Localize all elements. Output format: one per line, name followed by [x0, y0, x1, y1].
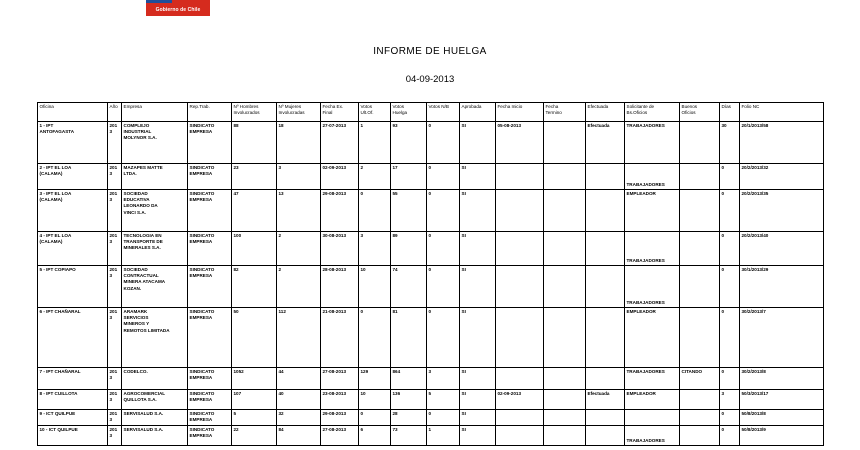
- column-header: Nº Hombres Involucrados: [232, 103, 277, 122]
- table-cell: 6: [359, 426, 391, 446]
- column-header: Fecha Inicio: [496, 103, 544, 122]
- table-cell: 0: [427, 308, 460, 368]
- table-cell: 27-08-2013: [321, 368, 359, 390]
- table-cell: [496, 266, 544, 308]
- column-header: Días: [720, 103, 740, 122]
- table-cell: SERVISALUD S.A.: [122, 426, 188, 446]
- table-cell: 0: [427, 164, 460, 190]
- table-cell: EMPLEADOR: [625, 190, 680, 232]
- table-cell: [586, 426, 625, 446]
- table-cell: 129: [359, 368, 391, 390]
- table-cell: SI: [460, 266, 496, 308]
- table-cell: 0: [427, 232, 460, 266]
- table-cell: [680, 410, 720, 426]
- table-cell: 50/3/2013/17: [740, 390, 824, 410]
- table-cell: 20/2/2013/32: [740, 164, 824, 190]
- table-cell: [680, 390, 720, 410]
- table-cell: [544, 190, 586, 232]
- table-row: [38, 164, 824, 190]
- table-cell: SINDICATO EMPRESA: [188, 390, 232, 410]
- table-cell: 23-08-2013: [321, 390, 359, 410]
- table-cell: [496, 410, 544, 426]
- table-row: [38, 308, 824, 368]
- table-cell: 30/2/2013/8: [740, 368, 824, 390]
- table-cell: 2013: [108, 390, 122, 410]
- table-cell: [680, 232, 720, 266]
- table-cell: SINDICATO EMPRESA: [188, 308, 232, 368]
- table-row: [38, 122, 824, 164]
- column-header: Empresa: [122, 103, 188, 122]
- table-cell: [544, 122, 586, 164]
- table-cell: 18: [277, 122, 321, 164]
- table-cell: [544, 164, 586, 190]
- table-cell: 30/1/2013/29: [740, 266, 824, 308]
- table-cell: [586, 410, 625, 426]
- table-cell: 27-07-2013: [321, 122, 359, 164]
- table-cell: [544, 308, 586, 368]
- table-cell: 17: [391, 164, 427, 190]
- column-header: Rep.Trab.: [188, 103, 232, 122]
- table-cell: 02-09-2013: [321, 164, 359, 190]
- table-cell: [544, 410, 586, 426]
- report-date: 04-09-2013: [405, 74, 455, 85]
- table-cell: 2 - IPT EL LOA (CALAMA): [38, 164, 108, 190]
- table-cell: TRABAJADORES: [625, 232, 680, 266]
- table-cell: 3 - IPT EL LOA (CALAMA): [38, 190, 108, 232]
- table-cell: SI: [460, 426, 496, 446]
- table-cell: 10: [359, 390, 391, 410]
- column-header: Solicitante de Bs.Oficios: [625, 103, 680, 122]
- table-cell: SI: [460, 308, 496, 368]
- table-cell: 47: [232, 190, 277, 232]
- table-cell: 0: [720, 232, 740, 266]
- table-cell: 2013: [108, 266, 122, 308]
- table-cell: 20/1/2013/58: [740, 122, 824, 164]
- table-cell: CODELCO.: [122, 368, 188, 390]
- column-header: Año: [108, 103, 122, 122]
- table-cell: 02-09-2013: [496, 390, 544, 410]
- column-header: Fecha Termino: [544, 103, 586, 122]
- table-cell: 136: [391, 390, 427, 410]
- table-cell: 13: [277, 190, 321, 232]
- table-row: [38, 266, 824, 308]
- table-cell: 20/2/2013/40: [740, 232, 824, 266]
- table-cell: [680, 190, 720, 232]
- table-cell: [544, 232, 586, 266]
- table-cell: 3: [359, 232, 391, 266]
- table-cell: 1052: [232, 368, 277, 390]
- table-cell: 10 - ICT QUILPUE: [38, 426, 108, 446]
- table-cell: Efectuada: [586, 390, 625, 410]
- table-cell: [496, 190, 544, 232]
- table-cell: [680, 164, 720, 190]
- table-cell: 864: [391, 368, 427, 390]
- table-cell: 0: [720, 426, 740, 446]
- table-cell: [544, 390, 586, 410]
- table-row: [38, 368, 824, 390]
- table-cell: 6 - IPT CHAÑARAL: [38, 308, 108, 368]
- table-cell: 40: [277, 390, 321, 410]
- table-cell: 112: [277, 308, 321, 368]
- table-cell: 3: [427, 368, 460, 390]
- table-cell: TRABAJADORES: [625, 266, 680, 308]
- table-cell: 73: [391, 426, 427, 446]
- table-cell: 9 - ICT QUILPUE: [38, 410, 108, 426]
- table-cell: SINDICATO EMPRESA: [188, 426, 232, 446]
- column-header: Efectuada: [586, 103, 625, 122]
- table-cell: 0: [427, 266, 460, 308]
- table-row: [38, 410, 824, 426]
- table-cell: 29-08-2013: [321, 410, 359, 426]
- table-cell: [496, 308, 544, 368]
- table-cell: 2013: [108, 164, 122, 190]
- column-header: Votos Huelga: [391, 103, 427, 122]
- table-cell: [544, 426, 586, 446]
- table-cell: 2: [277, 232, 321, 266]
- table-cell: Efectuada: [586, 122, 625, 164]
- table-cell: ARAMARK SERVICIOS MINEROS Y REMOTOS LIMITADA: [122, 308, 188, 368]
- table-cell: 30: [720, 122, 740, 164]
- table-cell: [586, 164, 625, 190]
- table-cell: SI: [460, 368, 496, 390]
- table-cell: 27-08-2013: [321, 426, 359, 446]
- table-cell: SINDICATO EMPRESA: [188, 410, 232, 426]
- table-cell: [496, 368, 544, 390]
- column-header: Votos Ult.Of.: [359, 103, 391, 122]
- table-cell: SI: [460, 122, 496, 164]
- table-cell: 28-08-2013: [321, 266, 359, 308]
- table-cell: 2013: [108, 122, 122, 164]
- table-cell: 7 - IPT CHAÑARAL: [38, 368, 108, 390]
- table-cell: [496, 164, 544, 190]
- table-cell: 0: [720, 368, 740, 390]
- table-cell: 3: [720, 390, 740, 410]
- table-cell: [544, 266, 586, 308]
- report-title: INFORME DE HUELGA: [373, 46, 487, 57]
- table-cell: SINDICATO EMPRESA: [188, 190, 232, 232]
- table-cell: 0: [720, 190, 740, 232]
- table-cell: [544, 368, 586, 390]
- column-header: Nº Mujeres Involucradas: [277, 103, 321, 122]
- table-cell: AGROCOMERCIAL QUILLOTA S.A.: [122, 390, 188, 410]
- table-cell: 0: [720, 266, 740, 308]
- table-cell: SINDICATO EMPRESA: [188, 266, 232, 308]
- table-cell: 0: [427, 190, 460, 232]
- table-cell: 30-08-2013: [321, 232, 359, 266]
- table-cell: 10: [359, 266, 391, 308]
- table-cell: 2: [277, 266, 321, 308]
- table-row: [38, 190, 824, 232]
- table-cell: SINDICATO EMPRESA: [188, 232, 232, 266]
- table-cell: 88: [232, 122, 277, 164]
- table-cell: [586, 308, 625, 368]
- table-cell: 55: [391, 190, 427, 232]
- table-cell: [586, 232, 625, 266]
- table-cell: SI: [460, 390, 496, 410]
- table-cell: [625, 410, 680, 426]
- logo-text: Gobierno de Chile: [146, 3, 210, 16]
- table-cell: [586, 266, 625, 308]
- table-cell: 50/8/2013/8: [740, 410, 824, 426]
- table-cell: 0: [427, 410, 460, 426]
- table-cell: MAZAPES MATTE LTDA.: [122, 164, 188, 190]
- table-cell: TRABAJADORES: [625, 164, 680, 190]
- table-cell: COMPLEJO INDUSTRIAL MOLYNOR S.A.: [122, 122, 188, 164]
- table-cell: 5 - IPT COPIAPO: [38, 266, 108, 308]
- column-header: Fecha Ex. Final: [321, 103, 359, 122]
- table-cell: SINDICATO EMPRESA: [188, 164, 232, 190]
- table-cell: 21-08-2013: [321, 308, 359, 368]
- table-cell: 81: [391, 308, 427, 368]
- table-cell: 107: [232, 390, 277, 410]
- table-cell: 0: [427, 122, 460, 164]
- table-cell: [680, 426, 720, 446]
- table-cell: TRABAJADORES: [625, 122, 680, 164]
- table-cell: 05-08-2013: [496, 122, 544, 164]
- table-cell: 5: [232, 410, 277, 426]
- table-cell: [496, 426, 544, 446]
- table-cell: TRABAJADORES: [625, 368, 680, 390]
- table-cell: 100: [232, 232, 277, 266]
- table-cell: 4 - IPT EL LOA (CALAMA): [38, 232, 108, 266]
- table-cell: 82: [232, 266, 277, 308]
- table-cell: SINDICATO EMPRESA: [188, 122, 232, 164]
- table-cell: EMPLEADOR: [625, 308, 680, 368]
- table-cell: SERVISALUD S.A.: [122, 410, 188, 426]
- table-cell: 2013: [108, 308, 122, 368]
- table-cell: TECNOLOGIA EN TRANSPORTE DE MINERALES S.A.: [122, 232, 188, 266]
- table-cell: 5: [427, 390, 460, 410]
- table-cell: 22: [232, 426, 277, 446]
- table-cell: [680, 308, 720, 368]
- table-cell: 50/8/2013/9: [740, 426, 824, 446]
- table-cell: [496, 232, 544, 266]
- table-cell: [586, 190, 625, 232]
- column-header: Folio NC: [740, 103, 824, 122]
- table-cell: SINDICATO EMPRESA: [188, 368, 232, 390]
- column-header: Oficina: [38, 103, 108, 122]
- table-cell: SI: [460, 164, 496, 190]
- table-cell: 0: [720, 410, 740, 426]
- table-cell: SI: [460, 232, 496, 266]
- table-cell: 2013: [108, 232, 122, 266]
- table-cell: 74: [391, 266, 427, 308]
- table-cell: 3: [277, 164, 321, 190]
- table-cell: [680, 122, 720, 164]
- table-cell: SI: [460, 190, 496, 232]
- table-cell: 84: [277, 426, 321, 446]
- table-cell: 8 - IPT CUILLOTA: [38, 390, 108, 410]
- table-row: [38, 232, 824, 266]
- table-cell: [586, 368, 625, 390]
- table-cell: SI: [460, 410, 496, 426]
- table-cell: 0: [720, 164, 740, 190]
- table-cell: SOCIEDAD CONTRACTUAL MINERA ATACAMA KOZAN.: [122, 266, 188, 308]
- table-cell: 2: [359, 164, 391, 190]
- table-cell: 1: [427, 426, 460, 446]
- table-cell: 93: [391, 122, 427, 164]
- table-cell: 0: [359, 190, 391, 232]
- table-cell: 28: [391, 410, 427, 426]
- table-cell: 2013: [108, 410, 122, 426]
- table-cell: 2013: [108, 190, 122, 232]
- table-cell: [680, 266, 720, 308]
- column-header: Buenos Oficios: [680, 103, 720, 122]
- table-cell: 29-08-2013: [321, 190, 359, 232]
- table-cell: 50: [232, 308, 277, 368]
- table-cell: TRABAJADORES: [625, 426, 680, 446]
- table-cell: 89: [391, 232, 427, 266]
- table-cell: 1: [359, 122, 391, 164]
- table-cell: 1 - IPT ANTOFAGASTA: [38, 122, 108, 164]
- table-cell: EMPLEADOR: [625, 390, 680, 410]
- table-cell: 0: [359, 410, 391, 426]
- column-header: Aprobada: [460, 103, 496, 122]
- table-cell: 20/2/2013/35: [740, 190, 824, 232]
- table-header-row: [38, 103, 824, 122]
- strike-report-table: [37, 102, 824, 446]
- government-logo: [146, 0, 210, 16]
- table-cell: 0: [720, 308, 740, 368]
- table-cell: CITANDO: [680, 368, 720, 390]
- table-cell: 32: [277, 410, 321, 426]
- table-cell: 0: [359, 308, 391, 368]
- table-cell: 44: [277, 368, 321, 390]
- table-row: [38, 426, 824, 446]
- table-row: [38, 390, 824, 410]
- table-cell: 30/2/2013/7: [740, 308, 824, 368]
- table-body: [38, 122, 824, 446]
- column-header: Votos N/B: [427, 103, 460, 122]
- table-cell: 2013: [108, 368, 122, 390]
- table-cell: 2013: [108, 426, 122, 446]
- table-cell: 23: [232, 164, 277, 190]
- table-cell: SOCIEDAD EDUCATIVA LEONARDO DA VINCI S.A.: [122, 190, 188, 232]
